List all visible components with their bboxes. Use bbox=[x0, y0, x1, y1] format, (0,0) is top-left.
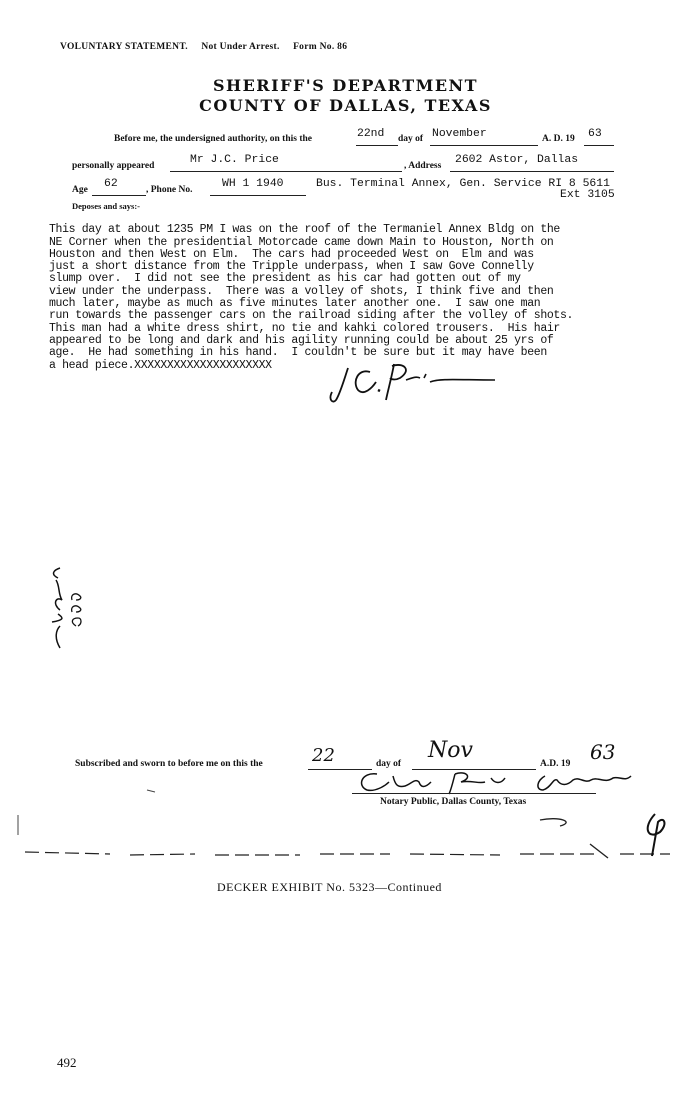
margin-initials bbox=[40, 560, 100, 660]
statement-line: Houston and then West on Elm. The cars had proceeded West on Elm and was bbox=[49, 247, 534, 261]
scan-artifacts bbox=[0, 810, 691, 870]
voluntary-label: VOLUNTARY STATEMENT. bbox=[60, 42, 188, 52]
margin-initials-drawing bbox=[40, 560, 100, 660]
department-title: SHERIFF'S DEPARTMENT bbox=[212, 76, 479, 95]
statement-line: run towards the passenger cars on the railroad siding after the volley of shots. bbox=[49, 309, 574, 323]
age-label: Age bbox=[72, 185, 88, 195]
statement-line: much later, maybe as much as five minutes later another one. I saw one man bbox=[49, 297, 541, 311]
statement-line: This day at about 1235 PM I was on the roof of the Termaniel Annex Bldg on the bbox=[49, 223, 560, 237]
business-ext: Ext 3105 bbox=[560, 189, 615, 201]
form-number: Form No. 86 bbox=[293, 42, 348, 52]
not-under-arrest-label: Not Under Arrest. bbox=[201, 42, 280, 52]
person-name: Mr J.C. Price bbox=[190, 154, 279, 166]
county-title: COUNTY OF DALLAS, TEXAS bbox=[199, 96, 492, 115]
sworn-day: 22 bbox=[312, 745, 335, 766]
witness-signature bbox=[330, 360, 530, 410]
statement-line: age. He had something in his hand. I couldn't be sure but it may have been bbox=[49, 346, 547, 360]
statement-line: appeared to be long and dark and his agility running could be about 25 yrs of bbox=[49, 333, 554, 347]
sworn-year: 63 bbox=[590, 740, 616, 764]
person-address: 2602 Astor, Dallas bbox=[455, 154, 579, 166]
age-value: 62 bbox=[104, 178, 118, 190]
ad-label: A. D. 19 bbox=[542, 134, 575, 144]
statement-line: NE Corner when the presidential Motorcade came down Main to Houston, North on bbox=[49, 235, 554, 249]
statement-line: This man had a white dress shirt, no tie and kahki colored trousers. His hair bbox=[49, 321, 560, 335]
business-phone: Bus. Terminal Annex, Gen. Service RI 8 5611 bbox=[316, 178, 610, 190]
sworn-day-of: day of bbox=[376, 759, 402, 769]
address-label: , Address bbox=[404, 161, 442, 171]
sworn-label: Subscribed and sworn to before me on this the bbox=[75, 759, 263, 769]
statement-body bbox=[49, 212, 573, 384]
statement-line: a head piece.XXXXXXXXXXXXXXXXXXXXX bbox=[49, 358, 272, 372]
authority-day: 22nd bbox=[357, 128, 385, 140]
notary-label: Notary Public, Dallas County, Texas bbox=[380, 797, 527, 807]
statement-line: just a short distance from the Tripple underpass, when I saw Gove Connelly bbox=[49, 260, 534, 274]
statement-line: view under the underpass. There was a volley of shots, I think five and then bbox=[49, 284, 554, 298]
deposes-label: Deposes and says:- bbox=[72, 201, 141, 211]
authority-month: November bbox=[432, 128, 487, 140]
day-of-label: day of bbox=[398, 134, 424, 144]
phone-label: , Phone No. bbox=[146, 185, 193, 195]
authority-year: 63 bbox=[588, 128, 602, 140]
sworn-ad: A.D. 19 bbox=[540, 759, 571, 769]
exhibit-label: DECKER EXHIBIT No. 5323—Continued bbox=[217, 880, 442, 894]
phone-value: WH 1 1940 bbox=[222, 178, 284, 190]
authority-label: Before me, the undersigned authority, on this the bbox=[114, 134, 313, 144]
statement-line: slump over. I did not see the president as his car had gotten out of my bbox=[49, 272, 521, 286]
sworn-month: Nov bbox=[428, 738, 473, 763]
form-header bbox=[60, 42, 347, 52]
appeared-label: personally appeared bbox=[72, 161, 155, 171]
page-number: 492 bbox=[57, 1055, 77, 1070]
